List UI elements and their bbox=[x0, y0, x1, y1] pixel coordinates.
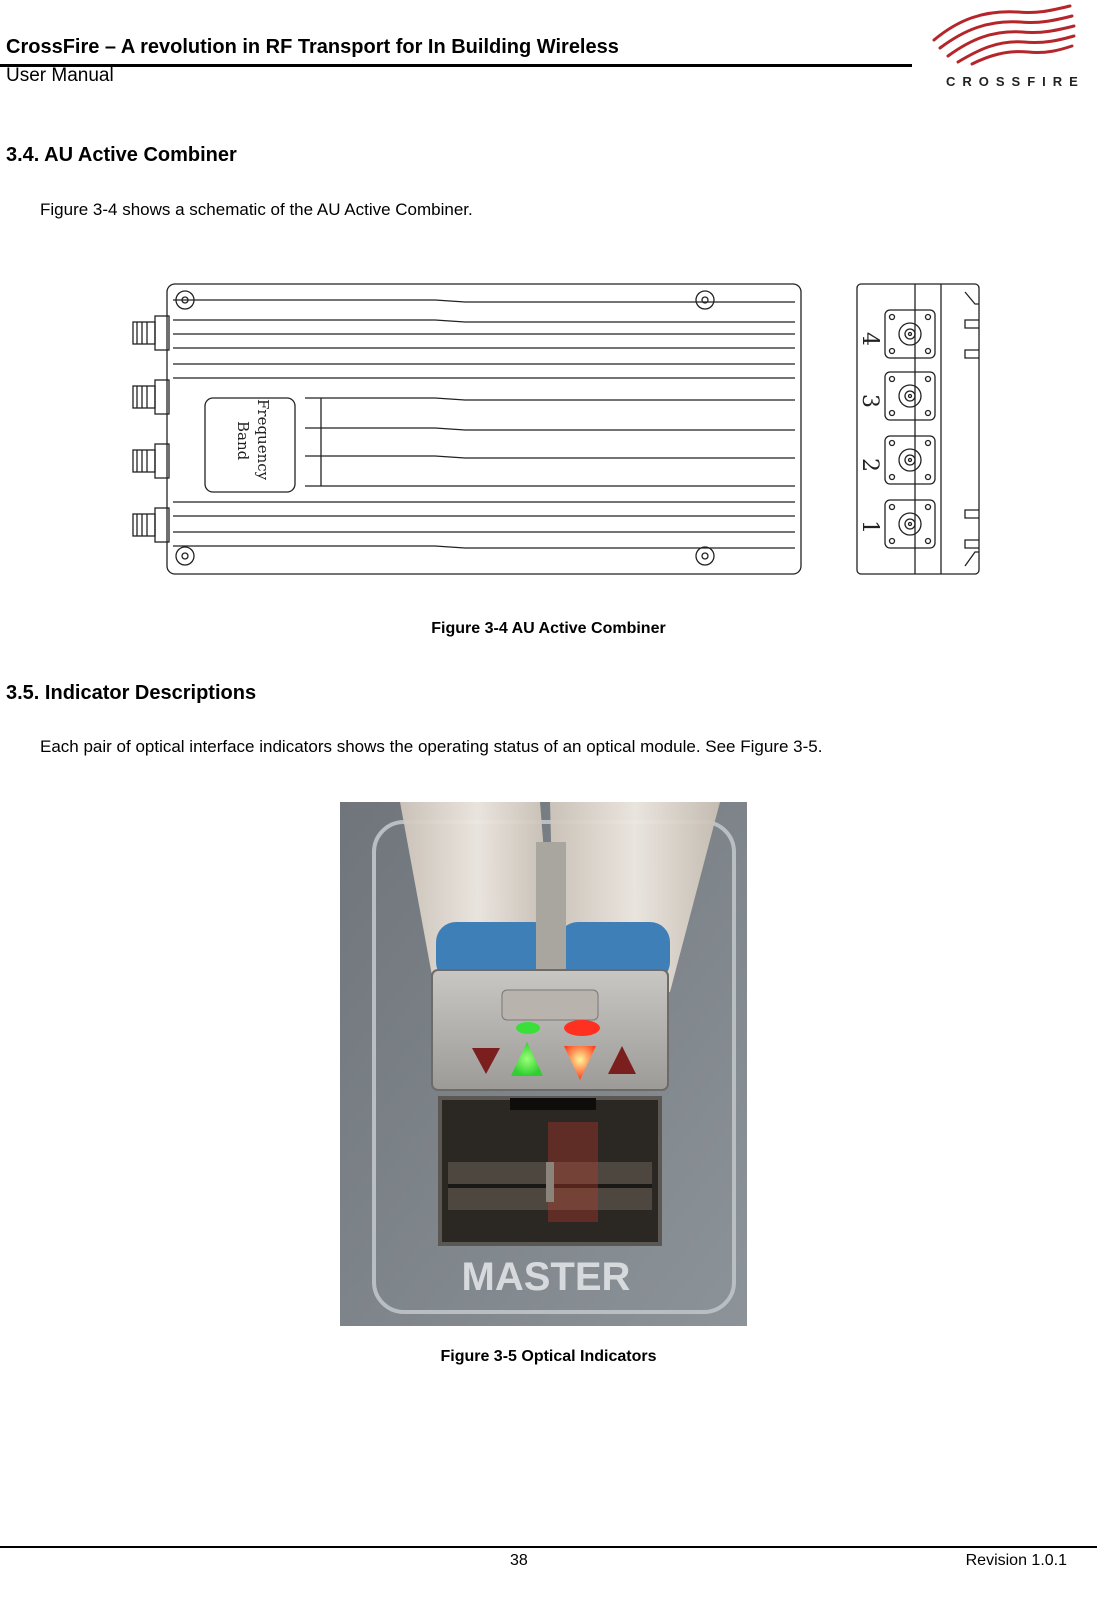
rf-connector-icon bbox=[133, 316, 169, 350]
logo-wordmark: CROSSFIRE bbox=[946, 74, 1085, 89]
port-number-2: 2 bbox=[857, 458, 882, 472]
band-label: Band bbox=[234, 421, 252, 461]
page-number: 38 bbox=[510, 1552, 528, 1569]
crossfire-logo bbox=[928, 0, 1085, 96]
document-title: CrossFire – A revolution in RF Transport for In Building Wireless bbox=[6, 36, 619, 58]
port-number-1: 1 bbox=[857, 520, 882, 534]
au-active-combiner-schematic bbox=[125, 280, 985, 580]
frequency-label: Frequency bbox=[254, 399, 272, 481]
rf-connector-icon bbox=[133, 380, 169, 414]
figure-3-5-caption: Figure 3-5 Optical Indicators bbox=[440, 1348, 657, 1365]
green-led bbox=[516, 1022, 540, 1034]
optical-indicators-photo bbox=[340, 802, 747, 1326]
master-panel-label: MASTER bbox=[461, 1255, 631, 1299]
section-heading-indicator-descriptions: 3.5. Indicator Descriptions bbox=[6, 682, 257, 704]
section-paragraph: Each pair of optical interface indicators shows the operating status of an optical module. See Figure 3-5. bbox=[40, 737, 823, 756]
rf-connector-icon bbox=[133, 508, 169, 542]
section-paragraph: Figure 3-4 shows a schematic of the AU Active Combiner. bbox=[40, 200, 473, 219]
revision-label: Revision 1.0.1 bbox=[965, 1552, 1067, 1569]
rf-connector-icon bbox=[133, 444, 169, 478]
logo-swoosh-icon bbox=[928, 0, 1078, 72]
port-number-4: 4 bbox=[857, 332, 882, 346]
header-rule bbox=[0, 64, 912, 67]
footer-rule bbox=[0, 1546, 1097, 1548]
section-heading-au-active-combiner: 3.4. AU Active Combiner bbox=[6, 144, 237, 166]
port-number-3: 3 bbox=[857, 394, 882, 408]
document-subtitle: User Manual bbox=[6, 65, 114, 86]
figure-3-4-caption: Figure 3-4 AU Active Combiner bbox=[431, 620, 666, 637]
red-led bbox=[564, 1020, 600, 1036]
